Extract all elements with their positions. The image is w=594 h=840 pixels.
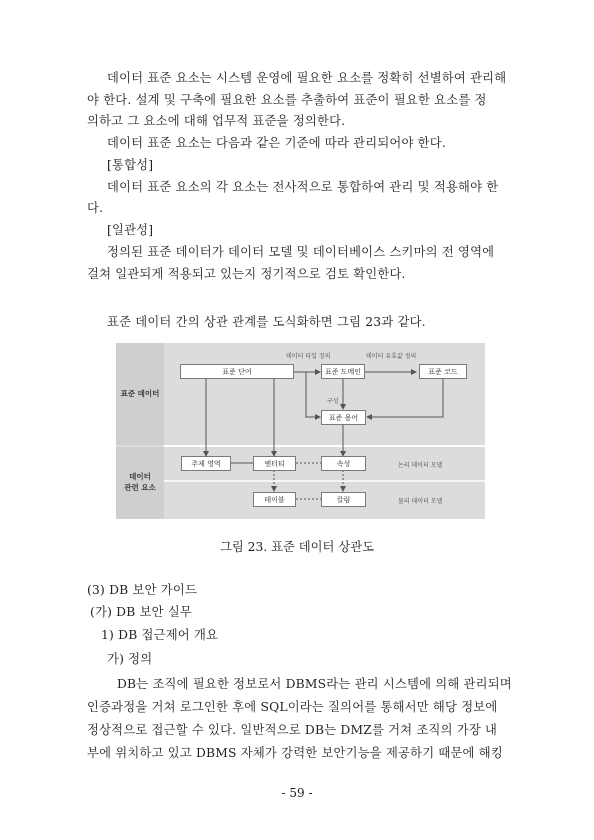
- group-label-data-related-line2: 관련 요소: [124, 483, 156, 492]
- box-attribute: 속성: [321, 456, 366, 471]
- annotation-data-type-def: 데이터 타입 정의: [286, 353, 331, 360]
- box-standard-code: 표준 코드: [419, 364, 467, 379]
- annotation-logical-model: 논리 데이터 모델: [398, 462, 443, 469]
- annotation-valid-value-def: 데이터 유효값 정의: [366, 353, 417, 360]
- standard-data-diagram: [116, 343, 485, 519]
- subheading-consistency: [일관성]: [107, 223, 154, 237]
- section-heading-3: (3) DB 보안 가이드: [87, 583, 198, 597]
- box-table: 테이블: [253, 492, 296, 507]
- paragraph-line: 걸쳐 일관되게 적용되고 있는지 정기적으로 검토 확인한다.: [87, 267, 406, 281]
- annotation-compose: 구성: [327, 398, 339, 405]
- group-label-standard-data: 표준 데이터: [120, 389, 160, 398]
- paragraph-line: 표준 데이터 간의 상관 관계를 도식화하면 그림 23과 같다.: [107, 315, 426, 329]
- section-heading-ga: (가) DB 보안 실무: [90, 605, 193, 619]
- paragraph-line: 다.: [87, 201, 104, 215]
- paragraph-line: 정상적으로 접근할 수 있다. 일반적으로 DB는 DMZ를 거쳐 조직의 가장 내: [87, 723, 498, 737]
- annotation-physical-model: 물리 데이터 모델: [398, 498, 443, 505]
- group-label-data-related-line1: 데이터: [129, 472, 151, 481]
- paragraph-line: 인증과정을 거쳐 로그인한 후에 SQL이라는 질의어를 통해서만 해당 정보에: [87, 700, 498, 714]
- paragraph-line: DB는 조직에 필요한 정보로서 DBMS라는 관리 시스템에 의해 관리되며: [117, 677, 512, 691]
- paragraph-line: 데이터 표준 요소는 시스템 운영에 필요한 요소를 정확히 선별하여 관리해: [107, 71, 507, 85]
- subheading-integration: [통합성]: [107, 158, 154, 172]
- section-heading-1: 1) DB 접근제어 개요: [101, 628, 219, 642]
- paragraph-line: 데이터 표준 요소의 각 요소는 전사적으로 통합하여 관리 및 적용해야 한: [107, 180, 499, 194]
- box-column: 칼럼: [321, 492, 366, 507]
- box-standard-term: 표준 용어: [321, 410, 366, 425]
- section-heading-definition: 가) 정의: [107, 652, 153, 666]
- paragraph-line: 야 한다. 설계 및 구축에 필요한 요소를 추출하여 표준이 필요한 요소를 정: [87, 93, 487, 107]
- box-standard-word: 표준 단어: [180, 364, 294, 379]
- box-entity: 엔터티: [253, 456, 296, 471]
- page-number: - 59 -: [281, 786, 313, 800]
- paragraph-line: 데이터 표준 요소는 다음과 같은 기준에 따라 관리되어야 한다.: [107, 136, 446, 150]
- box-standard-domain: 표준 도메인: [321, 364, 365, 379]
- box-subject-area: 주제 영역: [181, 456, 231, 471]
- paragraph-line: 의하고 그 요소에 대해 업무적 표준을 정의한다.: [87, 114, 346, 128]
- paragraph-line: 부에 위치하고 있고 DBMS 자체가 강력한 보안기능을 제공하기 때문에 해킹: [87, 746, 503, 760]
- paragraph-line: 정의된 표준 데이터가 데이터 모델 및 데이터베이스 스키마의 전 영역에: [107, 245, 495, 259]
- figure-caption: 그림 23. 표준 데이터 상관도: [220, 540, 374, 554]
